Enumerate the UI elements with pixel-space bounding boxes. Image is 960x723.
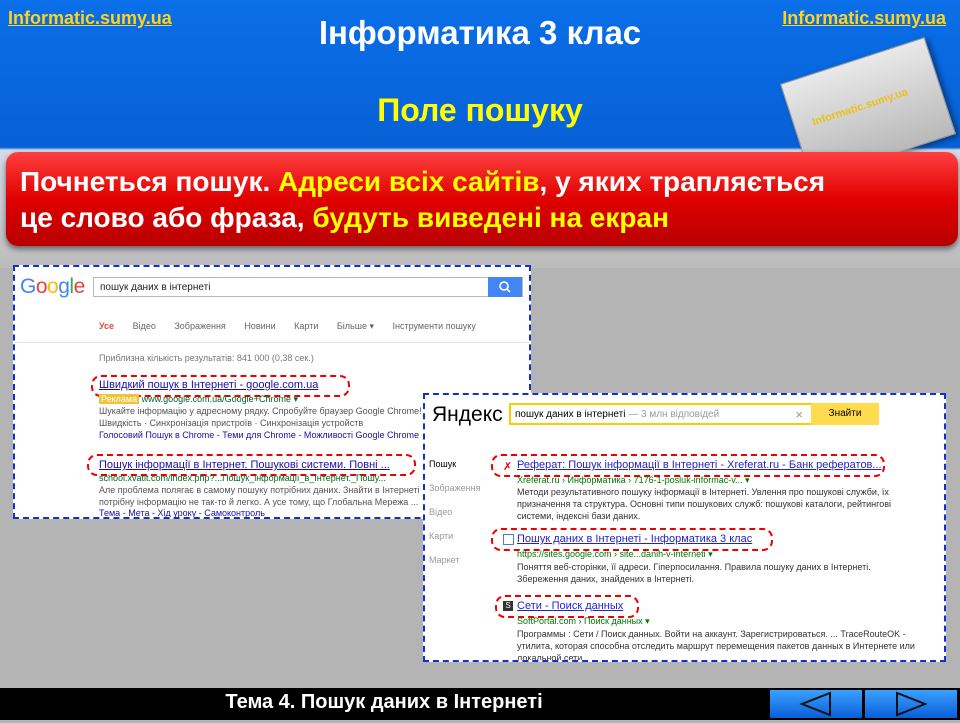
result-sitelinks[interactable]: Голосовий Пошук в Chrome - Теми для Chrome - Можливості Google Chrome xyxy=(99,430,420,440)
sidebar-item-market[interactable]: Маркет xyxy=(429,555,460,565)
tab-images[interactable]: Зображення xyxy=(174,321,226,331)
site-link-left[interactable]: Informatic.sumy.ua xyxy=(8,8,172,28)
result-desc: Программы : Сети / Поиск данных. Войти на аккаунт. Зарегистрироваться. ... TraceRouteOK - xyxy=(517,629,906,639)
tab-tools[interactable]: Інструменти пошуку xyxy=(392,321,476,331)
result-desc: Методи результативного пошуку інформації в Інтернеті. Увлення про пошукові служби, їх xyxy=(517,487,889,497)
clear-icon[interactable]: × xyxy=(795,407,803,422)
result-desc: Шукайте інформацію у адресному рядку. Спробуйте браузер Google Chrome! xyxy=(99,406,422,416)
next-slide-button[interactable] xyxy=(865,690,957,718)
result-desc: Але проблема полягає в самому пошуку потрібних даних. Знайти в Інтернеті xyxy=(99,485,420,495)
tabs-divider xyxy=(15,342,529,343)
result-url: SoftPortal.com › Поиск данных ▾ xyxy=(517,616,650,626)
google-tabs xyxy=(99,321,492,332)
topic-title: Тема 4. Пошук даних в Інтернеті xyxy=(225,691,543,713)
yandex-results-screenshot xyxy=(423,393,946,662)
favicon-icon: S xyxy=(503,601,513,611)
result-url: Xreferat.ru › Информатика › 7176-1-posluk-informac-v... ▾ xyxy=(517,475,750,485)
yandex-search-input[interactable]: пошук даних в інтернеті — 3 млн відповідей × Знайти xyxy=(509,403,879,425)
result-title[interactable]: Сети - Поиск данных xyxy=(517,600,624,612)
tab-more[interactable]: Більше ▾ xyxy=(336,321,374,331)
site-link-right[interactable]: Informatic.sumy.ua xyxy=(782,8,946,28)
prev-slide-button[interactable] xyxy=(770,690,862,718)
result-desc: Збереження даних, знайдених в Інтернеті. xyxy=(517,574,694,584)
instruction-banner xyxy=(6,152,958,246)
result-sitelinks[interactable]: Тема - Мета - Хід уроку - Самоконтроль xyxy=(99,508,265,518)
result-desc: утилита, которая способна отследить маршрут перемещения пакетов данных в Интернете или xyxy=(517,641,915,651)
result-title[interactable]: Реферат: Пошук інформації в Інтернеті - Xreferat.ru - Банк рефератов... xyxy=(517,459,882,471)
result-desc: системи, індексні бази даних. xyxy=(517,511,641,521)
result-title[interactable]: Швидкий пошук в Інтернеті - google.com.ua xyxy=(99,379,319,391)
slide-subtitle: Поле пошуку xyxy=(377,92,583,128)
yandex-search-button[interactable]: Знайти xyxy=(811,403,879,425)
result-url: Реклама www.google.com.ua/Google+Chrome ▾ xyxy=(101,394,298,404)
result-desc: локальной сети. xyxy=(517,653,585,662)
triangle-left-icon xyxy=(770,690,862,718)
tab-all[interactable]: Усе xyxy=(99,321,115,331)
triangle-right-icon xyxy=(865,690,957,718)
results-count: Приблизна кількість результатів: 841 000 (0,38 сек.) xyxy=(99,353,314,363)
sidebar-item-search[interactable]: Пошук xyxy=(429,459,457,469)
result-title[interactable]: Пошук інформації в Інтернет. Пошукові системи. Повні ... xyxy=(99,459,390,471)
result-title[interactable]: Пошук даних в Інтернеті - Інформатика 3 клас xyxy=(517,533,753,545)
tab-news[interactable]: Новини xyxy=(244,321,276,331)
highlight-ring xyxy=(491,528,773,551)
google-search-button[interactable] xyxy=(488,277,522,297)
sidebar-item-images[interactable]: Зображення xyxy=(429,483,481,493)
sidebar-item-maps[interactable]: Карти xyxy=(429,531,454,541)
result-desc: потрібну інформацію не так-то й легко. А усе тому, що Глобальна Мережа ... xyxy=(99,497,419,507)
highlight-ring xyxy=(491,454,885,477)
tab-video[interactable]: Відео xyxy=(132,321,156,331)
slide-title: Інформатика 3 клас xyxy=(318,14,642,51)
logo-text: Informatic.sumy.ua xyxy=(810,86,910,129)
google-search-input[interactable]: пошук даних в інтернеті xyxy=(93,277,523,297)
banner-line-1: Почнеться пошук. Адреси всіх сайтів, у яких трапляється xyxy=(20,166,826,197)
result-desc: Швидкість · Синхронізація пристроїв · Синхронізація устройств xyxy=(99,418,364,428)
yandex-logo: Яндекс xyxy=(432,403,503,426)
sidebar-item-video[interactable]: Відео xyxy=(429,507,453,517)
highlight-ring xyxy=(495,595,639,618)
result-url: school.xvatit.com/index.php?...Пошук_інформації_в_Інтернет._Пошу... xyxy=(99,473,386,483)
google-logo: Google xyxy=(20,275,85,298)
result-desc: призначення та структура. Основні типи пошукових служб: пошукові каталоги, рейтингові xyxy=(517,499,891,509)
result-url: https://sites.google.com › site...danih-v-interneti ▾ xyxy=(517,549,713,559)
result-desc: Поняття веб-сторінки, її адреси. Гіперпосилання. Правила пошуку даних в Інтернеті. xyxy=(517,562,871,572)
favicon-icon: ✗ xyxy=(503,461,513,473)
tab-maps[interactable]: Карти xyxy=(294,321,319,331)
search-icon xyxy=(488,277,522,297)
banner-line-2: це слово або фраза, будуть виведені на екран xyxy=(20,202,669,233)
